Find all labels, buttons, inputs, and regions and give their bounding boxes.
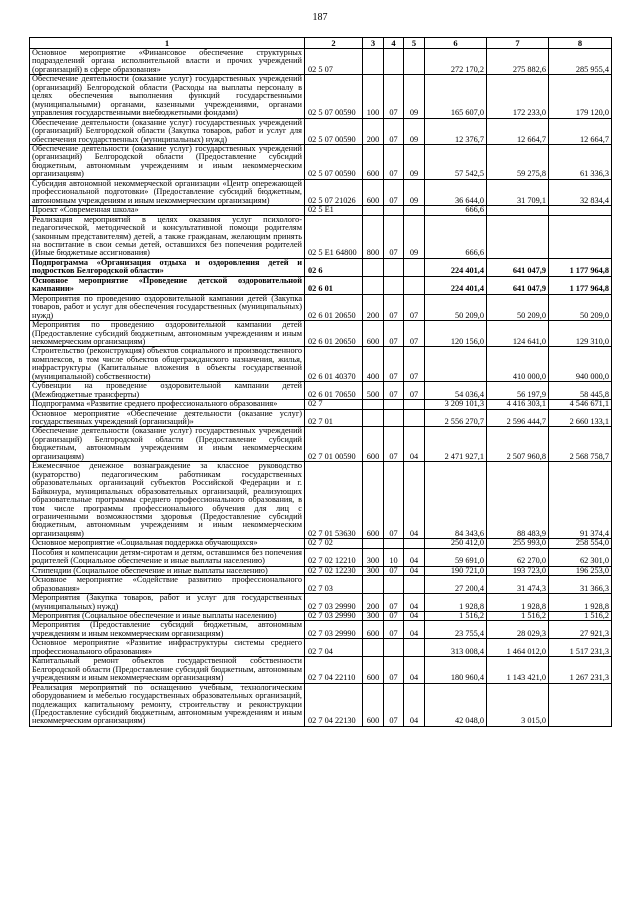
table-row xyxy=(30,657,612,683)
amount-year-1-cell: 23 755,4 xyxy=(425,621,487,639)
amount-year-3-cell: 129 310,0 xyxy=(549,321,612,347)
amount-year-3-cell: 2 660 133,1 xyxy=(549,409,612,427)
row-name-cell: Стипендии (Социальное обеспечение и иные выплаты населению) xyxy=(30,566,305,575)
section-cell: 07 xyxy=(384,75,404,118)
table-row xyxy=(30,400,612,409)
amount-year-2-cell: 124 641,0 xyxy=(487,321,549,347)
budget-code-cell: 02 7 03 29990 xyxy=(305,621,363,639)
amount-year-3-cell: 31 366,3 xyxy=(549,576,612,594)
table-row xyxy=(30,462,612,539)
amount-year-2-cell: 31 709,1 xyxy=(487,179,549,205)
row-name-cell: Проект «Современная школа» xyxy=(30,206,305,215)
budget-code-cell: 02 7 01 00590 xyxy=(305,427,363,462)
budget-code-cell: 02 7 03 29990 xyxy=(305,594,363,612)
budget-code-cell: 02 5 07 00590 xyxy=(305,118,363,144)
row-name-cell: Мероприятия (Социальное обеспечение и иные выплаты населению) xyxy=(30,612,305,621)
budget-code-cell: 02 6 01 20650 xyxy=(305,321,363,347)
subsection-cell: 09 xyxy=(404,75,425,118)
table-row xyxy=(30,382,612,400)
amount-year-2-cell: 641 047,9 xyxy=(487,258,549,276)
budget-code-cell: 02 7 03 29990 xyxy=(305,612,363,621)
expense-type-cell: 200 xyxy=(363,594,384,612)
column-header: 2 xyxy=(305,38,363,49)
expense-type-cell: 600 xyxy=(363,427,384,462)
section-cell xyxy=(384,258,404,276)
budget-code-cell: 02 7 xyxy=(305,400,363,409)
expense-type-cell xyxy=(363,576,384,594)
expense-type-cell: 400 xyxy=(363,347,384,382)
row-name-cell: Ежемесячное денежное вознаграждение за классное руководство (кураторство) педагогическим работникам государственных образовательных организаций субъектов Российской Федерации и г. Байконура, муниципальных образовательных организаций, реализующих образовательные программы среднего профессионального образования, в том числе программы профессионального обучения для лиц с ограниченными возможностями здоровья (Предоставление субсидий бюджетным, автономным учреждениям и иным некоммерческим организациям) xyxy=(30,462,305,539)
expense-type-cell: 600 xyxy=(363,321,384,347)
row-name-cell: Мероприятия (Предоставление субсидий бюджетным, автономным учреждениям и иным некоммерческим организациям) xyxy=(30,621,305,639)
table-row xyxy=(30,639,612,657)
subsection-cell: 07 xyxy=(404,382,425,400)
amount-year-3-cell: 285 955,4 xyxy=(549,49,612,75)
expense-type-cell: 600 xyxy=(363,144,384,179)
column-header: 6 xyxy=(425,38,487,49)
table-body xyxy=(30,49,612,727)
expense-type-cell: 600 xyxy=(363,462,384,539)
table-row xyxy=(30,576,612,594)
section-cell: 07 xyxy=(384,683,404,726)
amount-year-3-cell: 2 568 758,7 xyxy=(549,427,612,462)
expense-type-cell: 300 xyxy=(363,566,384,575)
row-name-cell: Капитальный ремонт объектов государственной собственности Белгородской области (Предоставление субсидий бюджетным, автономным учреждениям и иным некоммерческим организациям) xyxy=(30,657,305,683)
table-row xyxy=(30,276,612,294)
column-header: 5 xyxy=(404,38,425,49)
amount-year-3-cell: 62 301,0 xyxy=(549,548,612,566)
subsection-cell xyxy=(404,639,425,657)
section-cell: 07 xyxy=(384,612,404,621)
amount-year-2-cell: 172 233,0 xyxy=(487,75,549,118)
table-row xyxy=(30,539,612,548)
row-name-cell: Подпрограмма «Организация отдыха и оздоровления детей и подростков Белгородской области» xyxy=(30,258,305,276)
section-cell: 10 xyxy=(384,548,404,566)
amount-year-2-cell: 1 516,2 xyxy=(487,612,549,621)
section-cell: 07 xyxy=(384,594,404,612)
row-name-cell: Обеспечение деятельности (оказание услуг) государственных учреждений (организаций) Белгородской области (Предоставление субсидий бюджетным, автономным учреждениям и иным некоммерческим организациям) xyxy=(30,427,305,462)
subsection-cell: 04 xyxy=(404,657,425,683)
subsection-cell: 04 xyxy=(404,566,425,575)
budget-code-cell: 02 7 02 xyxy=(305,539,363,548)
amount-year-2-cell: 641 047,9 xyxy=(487,276,549,294)
section-cell: 07 xyxy=(384,144,404,179)
subsection-cell xyxy=(404,409,425,427)
subsection-cell: 04 xyxy=(404,462,425,539)
column-header: 8 xyxy=(549,38,612,49)
amount-year-1-cell: 666,6 xyxy=(425,215,487,258)
expense-type-cell: 600 xyxy=(363,683,384,726)
subsection-cell: 04 xyxy=(404,548,425,566)
section-cell xyxy=(384,576,404,594)
expense-type-cell: 300 xyxy=(363,612,384,621)
budget-code-cell: 02 7 01 xyxy=(305,409,363,427)
amount-year-1-cell: 190 721,0 xyxy=(425,566,487,575)
amount-year-3-cell: 1 177 964,8 xyxy=(549,258,612,276)
row-name-cell: Строительство (реконструкция) объектов социального и производственного комплексов, в том числе объектов общегражданского назначения, жилья, инфраструктуры (Капитальные вложения в объекты государственной (муниципальной) собственности) xyxy=(30,347,305,382)
section-cell: 07 xyxy=(384,179,404,205)
row-name-cell: Реализация мероприятий по оснащению учебным, технологическим оборудованием и мебелью государственных образовательных организаций, подлежащих капитальному ремонту, строительству и реконструкции (Предоставление субсидий бюджетным, автономным учреждениям и иным некоммерческим организациям) xyxy=(30,683,305,726)
amount-year-2-cell: 275 882,6 xyxy=(487,49,549,75)
amount-year-1-cell: 272 170,2 xyxy=(425,49,487,75)
amount-year-1-cell xyxy=(425,347,487,382)
row-name-cell: Основное мероприятие «Развитие инфраструктуры системы среднего профессионального образования» xyxy=(30,639,305,657)
budget-code-cell: 02 5 07 00590 xyxy=(305,144,363,179)
row-name-cell: Основное мероприятие «Финансовое обеспечение структурных подразделений органа исполнительной власти и прочих учреждений (организаций) в сфере образования» xyxy=(30,49,305,75)
amount-year-3-cell: 4 546 671,1 xyxy=(549,400,612,409)
section-cell xyxy=(384,639,404,657)
amount-year-1-cell: 120 156,0 xyxy=(425,321,487,347)
amount-year-1-cell: 165 607,0 xyxy=(425,75,487,118)
section-cell: 07 xyxy=(384,427,404,462)
amount-year-2-cell: 1 464 012,0 xyxy=(487,639,549,657)
table-row xyxy=(30,347,612,382)
amount-year-1-cell: 50 209,0 xyxy=(425,294,487,320)
subsection-cell xyxy=(404,276,425,294)
amount-year-1-cell: 2 471 927,1 xyxy=(425,427,487,462)
section-cell: 07 xyxy=(384,294,404,320)
amount-year-1-cell: 2 556 270,7 xyxy=(425,409,487,427)
amount-year-3-cell xyxy=(549,215,612,258)
amount-year-3-cell: 1 517 231,3 xyxy=(549,639,612,657)
budget-code-cell: 02 7 03 xyxy=(305,576,363,594)
table-row xyxy=(30,409,612,427)
amount-year-2-cell xyxy=(487,215,549,258)
section-cell xyxy=(384,539,404,548)
amount-year-2-cell: 31 474,3 xyxy=(487,576,549,594)
amount-year-2-cell: 50 209,0 xyxy=(487,294,549,320)
section-cell: 07 xyxy=(384,566,404,575)
subsection-cell: 07 xyxy=(404,294,425,320)
expense-type-cell xyxy=(363,639,384,657)
amount-year-2-cell: 59 275,8 xyxy=(487,144,549,179)
row-name-cell: Обеспечение деятельности (оказание услуг) государственных учреждений (организаций) Белгородской области (Закупка товаров, работ и услуг для обеспечения государственных (муниципальных) нужд) xyxy=(30,118,305,144)
budget-code-cell: 02 5 07 21026 xyxy=(305,179,363,205)
amount-year-1-cell: 42 048,0 xyxy=(425,683,487,726)
amount-year-1-cell: 224 401,4 xyxy=(425,276,487,294)
section-cell xyxy=(384,400,404,409)
section-cell: 07 xyxy=(384,118,404,144)
column-header: 4 xyxy=(384,38,404,49)
table-row xyxy=(30,206,612,215)
amount-year-1-cell: 224 401,4 xyxy=(425,258,487,276)
budget-table xyxy=(29,37,612,727)
subsection-cell: 09 xyxy=(404,179,425,205)
expense-type-cell: 600 xyxy=(363,179,384,205)
expense-type-cell xyxy=(363,539,384,548)
row-name-cell: Пособия и компенсации детям-сиротам и детям, оставшимся без попечения родителей (Социальное обеспечение и иные выплаты населению) xyxy=(30,548,305,566)
budget-code-cell: 02 6 01 40370 xyxy=(305,347,363,382)
budget-code-cell: 02 7 04 22130 xyxy=(305,683,363,726)
amount-year-2-cell: 4 416 303,1 xyxy=(487,400,549,409)
amount-year-2-cell: 255 993,0 xyxy=(487,539,549,548)
amount-year-3-cell xyxy=(549,206,612,215)
budget-code-cell: 02 6 01 xyxy=(305,276,363,294)
column-header: 1 xyxy=(30,38,305,49)
table-row xyxy=(30,118,612,144)
budget-code-cell: 02 5 07 00590 xyxy=(305,75,363,118)
table-row xyxy=(30,321,612,347)
amount-year-1-cell: 180 960,4 xyxy=(425,657,487,683)
row-name-cell: Субвенции на проведение оздоровительной кампании детей (Межбюджетные трансферты) xyxy=(30,382,305,400)
budget-code-cell: 02 5 07 xyxy=(305,49,363,75)
expense-type-cell: 100 xyxy=(363,75,384,118)
section-cell: 07 xyxy=(384,462,404,539)
budget-code-cell: 02 7 01 53630 xyxy=(305,462,363,539)
expense-type-cell xyxy=(363,258,384,276)
section-cell xyxy=(384,409,404,427)
amount-year-3-cell: 50 209,0 xyxy=(549,294,612,320)
subsection-cell: 04 xyxy=(404,612,425,621)
expense-type-cell xyxy=(363,206,384,215)
section-cell xyxy=(384,206,404,215)
amount-year-3-cell: 61 336,3 xyxy=(549,144,612,179)
page-number: 187 xyxy=(312,12,328,23)
amount-year-2-cell: 12 664,7 xyxy=(487,118,549,144)
column-header: 3 xyxy=(363,38,384,49)
amount-year-2-cell: 2 596 444,7 xyxy=(487,409,549,427)
section-cell: 07 xyxy=(384,215,404,258)
section-cell: 07 xyxy=(384,347,404,382)
column-header-row xyxy=(30,38,612,49)
amount-year-3-cell: 27 921,3 xyxy=(549,621,612,639)
table-row xyxy=(30,294,612,320)
subsection-cell xyxy=(404,206,425,215)
subsection-cell xyxy=(404,539,425,548)
row-name-cell: Обеспечение деятельности (оказание услуг) государственных учреждений (организаций) Белгородской области (Предоставление субсидий бюджетным, автономным учреждениям и иным некоммерческим организациям) xyxy=(30,144,305,179)
subsection-cell: 04 xyxy=(404,621,425,639)
amount-year-2-cell: 1 143 421,0 xyxy=(487,657,549,683)
expense-type-cell xyxy=(363,400,384,409)
amount-year-1-cell: 27 200,4 xyxy=(425,576,487,594)
subsection-cell xyxy=(404,576,425,594)
subsection-cell xyxy=(404,258,425,276)
amount-year-2-cell: 3 015,0 xyxy=(487,683,549,726)
subsection-cell: 09 xyxy=(404,118,425,144)
expense-type-cell xyxy=(363,276,384,294)
budget-code-cell: 02 7 04 xyxy=(305,639,363,657)
subsection-cell: 04 xyxy=(404,594,425,612)
row-name-cell: Реализация мероприятий в целях оказания услуг психолого-педагогической, методической и консультативной помощи родителям (законным представителям) детей, а также гражданам, желающим принять на воспитание в свои семьи детей, оставшихся без попечения родителей (Иные бюджетные ассигнования) xyxy=(30,215,305,258)
amount-year-3-cell: 940 000,0 xyxy=(549,347,612,382)
expense-type-cell: 800 xyxy=(363,215,384,258)
amount-year-1-cell: 36 644,0 xyxy=(425,179,487,205)
table-row xyxy=(30,683,612,726)
row-name-cell: Обеспечение деятельности (оказание услуг) государственных учреждений (организаций) Белгородской области (Расходы на выплаты персоналу в целях обеспечения выполнения функций государственными (муниципальными) органами, казенными учреждениями, органами управления государственными внебюджетными фондами) xyxy=(30,75,305,118)
table-row xyxy=(30,621,612,639)
row-name-cell: Подпрограмма «Развитие среднего профессионального образования» xyxy=(30,400,305,409)
table-row xyxy=(30,427,612,462)
amount-year-1-cell: 666,6 xyxy=(425,206,487,215)
amount-year-2-cell: 1 928,8 xyxy=(487,594,549,612)
section-cell xyxy=(384,276,404,294)
subsection-cell xyxy=(404,400,425,409)
section-cell: 07 xyxy=(384,382,404,400)
amount-year-1-cell: 1 516,2 xyxy=(425,612,487,621)
row-name-cell: Основное мероприятие «Содействие развитию профессионального образования» xyxy=(30,576,305,594)
amount-year-3-cell: 58 445,8 xyxy=(549,382,612,400)
row-name-cell: Мероприятия по проведению оздоровительной кампании детей (Предоставление субсидий бюджетным, автономным учреждениям и иным некоммерческим организациям) xyxy=(30,321,305,347)
table-row xyxy=(30,548,612,566)
amount-year-2-cell: 2 507 960,8 xyxy=(487,427,549,462)
amount-year-3-cell: 1 928,8 xyxy=(549,594,612,612)
amount-year-1-cell: 1 928,8 xyxy=(425,594,487,612)
subsection-cell xyxy=(404,49,425,75)
subsection-cell: 09 xyxy=(404,144,425,179)
amount-year-3-cell: 1 267 231,3 xyxy=(549,657,612,683)
amount-year-3-cell: 91 374,4 xyxy=(549,462,612,539)
subsection-cell: 09 xyxy=(404,215,425,258)
budget-code-cell: 02 5 E1 64800 xyxy=(305,215,363,258)
table-row xyxy=(30,258,612,276)
section-cell: 07 xyxy=(384,321,404,347)
budget-code-cell: 02 6 xyxy=(305,258,363,276)
table-row xyxy=(30,75,612,118)
table-row xyxy=(30,215,612,258)
amount-year-3-cell: 32 834,4 xyxy=(549,179,612,205)
budget-code-cell: 02 7 02 12230 xyxy=(305,566,363,575)
amount-year-2-cell: 62 270,0 xyxy=(487,548,549,566)
amount-year-2-cell: 56 197,9 xyxy=(487,382,549,400)
amount-year-3-cell: 1 177 964,8 xyxy=(549,276,612,294)
amount-year-2-cell: 28 029,3 xyxy=(487,621,549,639)
amount-year-1-cell: 313 008,4 xyxy=(425,639,487,657)
section-cell xyxy=(384,49,404,75)
expense-type-cell: 600 xyxy=(363,657,384,683)
amount-year-1-cell: 12 376,7 xyxy=(425,118,487,144)
subsection-cell: 04 xyxy=(404,427,425,462)
amount-year-2-cell: 88 483,9 xyxy=(487,462,549,539)
budget-code-cell: 02 6 01 20650 xyxy=(305,294,363,320)
amount-year-3-cell: 12 664,7 xyxy=(549,118,612,144)
amount-year-3-cell: 1 516,2 xyxy=(549,612,612,621)
amount-year-1-cell: 250 412,0 xyxy=(425,539,487,548)
amount-year-1-cell: 57 542,5 xyxy=(425,144,487,179)
amount-year-1-cell: 59 691,0 xyxy=(425,548,487,566)
row-name-cell: Мероприятия по проведению оздоровительной кампании детей (Закупка товаров, работ и услуг для обеспечения государственных (муниципальных) нужд) xyxy=(30,294,305,320)
budget-code-cell: 02 5 E1 xyxy=(305,206,363,215)
expense-type-cell: 200 xyxy=(363,118,384,144)
expense-type-cell: 500 xyxy=(363,382,384,400)
amount-year-3-cell: 196 253,0 xyxy=(549,566,612,575)
row-name-cell: Основное мероприятие «Обеспечение деятельности (оказание услуг) государственных учреждений (организаций)» xyxy=(30,409,305,427)
row-name-cell: Основное мероприятие «Социальная поддержка обучающихся» xyxy=(30,539,305,548)
amount-year-3-cell: 258 554,0 xyxy=(549,539,612,548)
expense-type-cell xyxy=(363,49,384,75)
budget-code-cell: 02 7 02 12210 xyxy=(305,548,363,566)
amount-year-1-cell: 84 343,6 xyxy=(425,462,487,539)
table-row xyxy=(30,144,612,179)
amount-year-3-cell: 179 120,0 xyxy=(549,75,612,118)
section-cell: 07 xyxy=(384,657,404,683)
table-row xyxy=(30,49,612,75)
amount-year-3-cell xyxy=(549,683,612,726)
amount-year-2-cell xyxy=(487,206,549,215)
amount-year-1-cell: 54 036,4 xyxy=(425,382,487,400)
expense-type-cell: 300 xyxy=(363,548,384,566)
amount-year-2-cell: 410 000,0 xyxy=(487,347,549,382)
subsection-cell: 07 xyxy=(404,347,425,382)
expense-type-cell: 600 xyxy=(363,621,384,639)
amount-year-2-cell: 193 723,0 xyxy=(487,566,549,575)
section-cell: 07 xyxy=(384,621,404,639)
table-row xyxy=(30,594,612,612)
row-name-cell: Мероприятия (Закупка товаров, работ и услуг для государственных (муниципальных) нужд) xyxy=(30,594,305,612)
table-row xyxy=(30,179,612,205)
column-header: 7 xyxy=(487,38,549,49)
subsection-cell: 07 xyxy=(404,321,425,347)
subsection-cell: 04 xyxy=(404,683,425,726)
budget-code-cell: 02 7 04 22110 xyxy=(305,657,363,683)
expense-type-cell xyxy=(363,409,384,427)
row-name-cell: Основное мероприятие «Проведение детской оздоровительной кампании» xyxy=(30,276,305,294)
amount-year-1-cell: 3 209 101,3 xyxy=(425,400,487,409)
budget-code-cell: 02 6 01 70650 xyxy=(305,382,363,400)
expense-type-cell: 200 xyxy=(363,294,384,320)
row-name-cell: Субсидия автономной некоммерческой организации «Центр опережающей профессиональной подготовки» (Предоставление субсидий бюджетным, автономным учреждениям и иным некоммерческим организациям) xyxy=(30,179,305,205)
